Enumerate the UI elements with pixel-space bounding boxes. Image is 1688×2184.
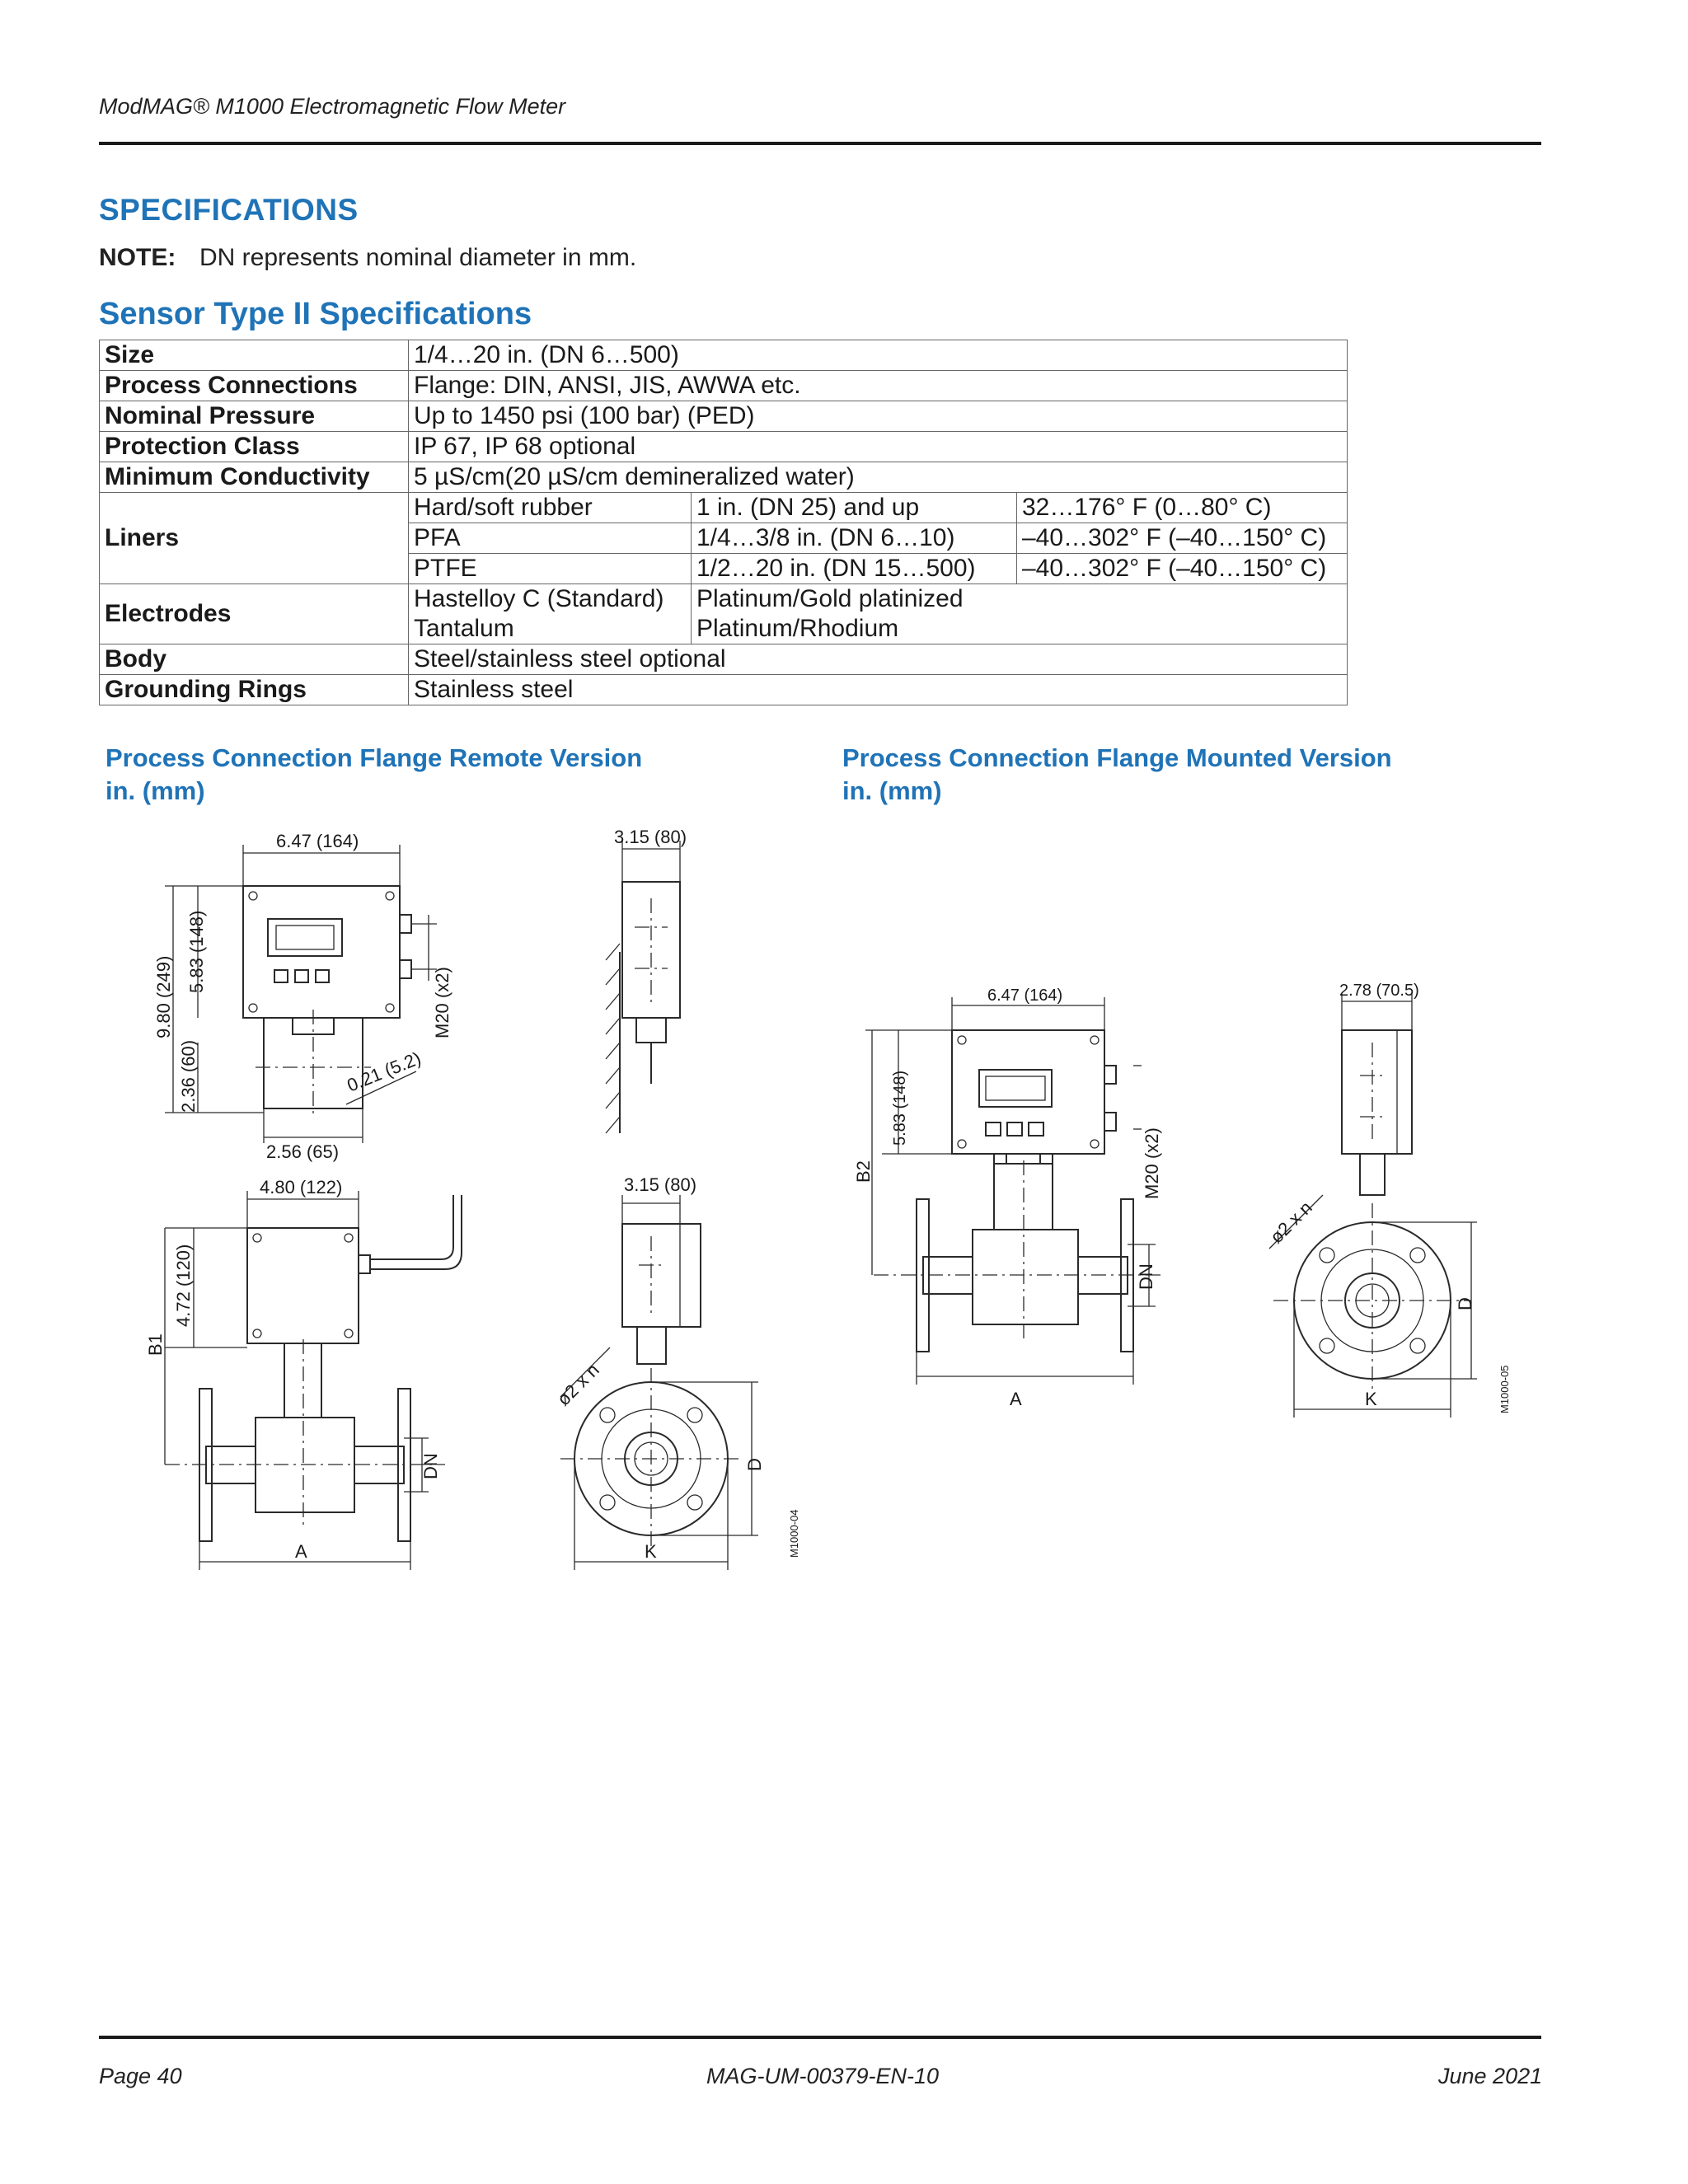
footer-doc-number: MAG-UM-00379-EN-10 [706,2064,940,2088]
dim-depth-top: 2.78 (70.5) [1339,982,1419,1000]
table-row [100,371,1348,401]
dim-a: A [295,1541,307,1562]
caption-units: in. (mm) [842,776,942,805]
dim-height-total: 9.80 (249) [153,955,174,1038]
dim-width-top: 6.47 (164) [987,987,1063,1005]
dim-b2: B2 [853,1160,874,1183]
mounted-version-drawing [849,972,1550,1418]
dim-depth-top: 3.15 (80) [614,827,687,847]
table-row [100,493,1348,523]
note-text: DN represents nominal diameter in mm. [199,244,637,271]
row-label-body: Body [100,644,409,675]
row-label-protection: Protection Class [100,432,409,462]
electrode-alternative: Platinum/Gold platinized [696,585,964,612]
caption-line: Process Connection Flange Mounted Version [842,743,1392,772]
liner-size: 1/4…3/8 in. (DN 6…10) [692,523,1017,554]
sensor-specs-table [99,340,1348,705]
caption-line: Process Connection Flange Remote Version [106,743,643,772]
dim-width-box: 4.80 (122) [260,1177,343,1197]
table-row [100,644,1348,675]
liner-temp: –40…302° F (–40…150° C) [1017,554,1348,584]
row-value-pressure: Up to 1450 psi (100 bar) (PED) [409,401,1348,432]
dim-b1: B1 [145,1333,166,1356]
converter-side-view [606,841,680,1133]
remote-version-drawing [132,820,816,1586]
table-row [100,675,1348,705]
liner-size: 1 in. (DN 25) and up [692,493,1017,523]
mounted-front-view [865,997,1162,1385]
dim-d: D [1455,1297,1475,1310]
dim-height-housing: 5.83 (148) [891,1070,909,1146]
row-value-conductivity: 5 µS/cm(20 µS/cm demineralized water) [409,462,1348,493]
liner-size: 1/2…20 in. (DN 15…500) [692,554,1017,584]
table-row [100,584,1348,644]
section-title: SPECIFICATIONS [99,193,359,227]
mounted-figure-caption [842,742,1392,808]
dim-dn: DN [1136,1263,1156,1290]
dim-a: A [1010,1389,1022,1409]
dim-cable: M20 (x2) [432,967,452,1038]
dim-holes: ø2 x n [552,1359,603,1410]
row-value-connections: Flange: DIN, ANSI, JIS, AWWA etc. [409,371,1348,401]
liner-temp: –40…302° F (–40…150° C) [1017,523,1348,554]
dim-k: K [645,1541,657,1562]
electrode-alternatives [692,584,1348,644]
row-label-connections: Process Connections [100,371,409,401]
table-row [100,462,1348,493]
liner-material: PTFE [409,554,692,584]
row-label-size: Size [100,340,409,371]
converter-front-view [165,845,437,1143]
dim-height-bracket: 2.36 (60) [178,1039,199,1113]
dim-d: D [744,1458,765,1471]
electrode-alternative: Platinum/Rhodium [696,615,899,642]
row-label-electrodes: Electrodes [100,584,409,644]
row-value-size: 1/4…20 in. (DN 6…500) [409,340,1348,371]
caption-units: in. (mm) [106,776,205,805]
electrode-materials [409,584,692,644]
row-label-conductivity: Minimum Conductivity [100,462,409,493]
electrode-material: Hastelloy C (Standard) [414,585,664,612]
liner-material: PFA [409,523,692,554]
sensor-front-view [165,1191,462,1570]
footer-page: Page 40 [99,2064,182,2088]
liner-temp: 32…176° F (0…80° C) [1017,493,1348,523]
dim-hole: 0.21 (5.2) [344,1047,424,1096]
header-rule [99,142,1541,145]
note-label: NOTE: [99,244,176,271]
dim-bracket-width: 2.56 (65) [266,1141,340,1162]
dim-cable: M20 (x2) [1142,1127,1162,1199]
dim-width-top: 6.47 (164) [276,831,359,851]
sensor-specs-title: Sensor Type II Specifications [99,297,532,331]
drawing-code: M1000-04 [788,1509,800,1558]
row-value-grounding: Stainless steel [409,675,1348,705]
row-label-grounding: Grounding Rings [100,675,409,705]
row-value-protection: IP 67, IP 68 optional [409,432,1348,462]
dim-depth-box: 3.15 (80) [624,1174,697,1195]
footer-rule [99,2036,1541,2039]
dim-height-box: 4.72 (120) [173,1244,194,1327]
table-row [100,432,1348,462]
footer-date: June 2021 [1438,2064,1543,2088]
document-header: ModMAG® M1000 Electromagnetic Flow Meter [99,94,566,119]
dim-k: K [1365,1389,1377,1409]
drawing-code: M1000-05 [1498,1365,1511,1413]
table-row [100,401,1348,432]
row-label-pressure: Nominal Pressure [100,401,409,432]
row-value-body: Steel/stainless steel optional [409,644,1348,675]
dim-dn: DN [420,1453,441,1479]
dim-holes: ø2 x n [1265,1197,1316,1248]
remote-figure-caption [106,742,642,808]
dim-height-housing: 5.83 (148) [186,910,207,993]
note [99,244,636,272]
liner-material: Hard/soft rubber [409,493,692,523]
table-row [100,340,1348,371]
row-label-liners: Liners [100,493,409,584]
electrode-material: Tantalum [414,615,514,642]
